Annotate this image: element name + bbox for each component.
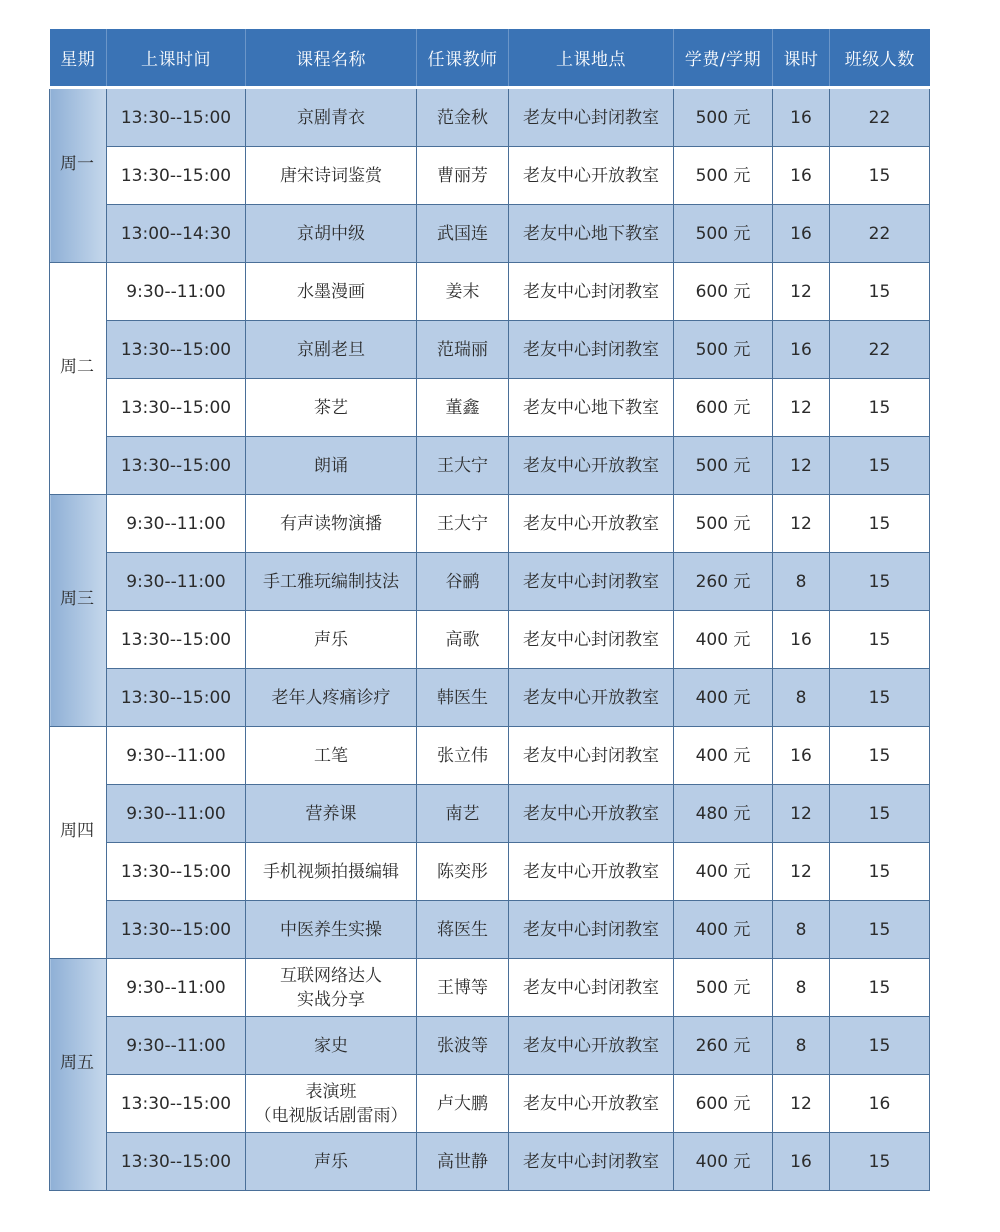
class-size-cell: 15 <box>830 553 930 611</box>
location-cell: 老友中心开放教室 <box>509 1075 674 1133</box>
table-row <box>50 669 930 727</box>
course-cell: 京剧老旦 <box>246 321 417 379</box>
table-row <box>50 959 930 1017</box>
teacher-cell: 韩医生 <box>417 669 509 727</box>
location-cell: 老友中心开放教室 <box>509 147 674 205</box>
fee-cell: 500 元 <box>674 321 773 379</box>
time-cell: 13:30--15:00 <box>107 88 246 147</box>
location-cell: 老友中心封闭教室 <box>509 553 674 611</box>
fee-cell: 260 元 <box>674 1017 773 1075</box>
time-cell: 9:30--11:00 <box>107 959 246 1017</box>
table-row <box>50 205 930 263</box>
course-cell-line: （电视版话剧雷雨） <box>254 1105 408 1126</box>
table-row <box>50 785 930 843</box>
class-size-cell: 22 <box>830 205 930 263</box>
time-cell: 13:30--15:00 <box>107 1075 246 1133</box>
hours-cell: 16 <box>773 88 830 147</box>
day-label: 周一 <box>60 153 94 174</box>
time-cell: 13:30--15:00 <box>107 901 246 959</box>
table-row <box>50 495 930 553</box>
time-cell: 13:30--15:00 <box>107 611 246 669</box>
class-size-cell: 15 <box>830 379 930 437</box>
course-cell-line: 表演班 <box>305 1081 357 1102</box>
location-cell: 老友中心地下教室 <box>509 379 674 437</box>
header-teacher: 任课教师 <box>417 29 509 88</box>
fee-cell: 600 元 <box>674 379 773 437</box>
header-time: 上课时间 <box>107 29 246 88</box>
hours-cell: 12 <box>773 785 830 843</box>
teacher-cell: 范瑞丽 <box>417 321 509 379</box>
location-cell: 老友中心开放教室 <box>509 495 674 553</box>
table-row <box>50 553 930 611</box>
table-row <box>50 1075 930 1133</box>
location-cell: 老友中心地下教室 <box>509 205 674 263</box>
header-course: 课程名称 <box>246 29 417 88</box>
teacher-cell: 南艺 <box>417 785 509 843</box>
hours-cell: 12 <box>773 1075 830 1133</box>
class-size-cell: 22 <box>830 321 930 379</box>
table-row <box>50 1133 930 1191</box>
fee-cell: 260 元 <box>674 553 773 611</box>
fee-cell: 600 元 <box>674 1075 773 1133</box>
time-cell: 9:30--11:00 <box>107 727 246 785</box>
hours-cell: 8 <box>773 1017 830 1075</box>
fee-cell: 400 元 <box>674 901 773 959</box>
class-size-cell: 16 <box>830 1075 930 1133</box>
fee-cell: 400 元 <box>674 1133 773 1191</box>
location-cell: 老友中心封闭教室 <box>509 88 674 147</box>
table-row <box>50 437 930 495</box>
class-size-cell: 15 <box>830 437 930 495</box>
class-size-cell: 15 <box>830 147 930 205</box>
class-size-cell: 15 <box>830 495 930 553</box>
hours-cell: 16 <box>773 611 830 669</box>
course-cell: 茶艺 <box>246 379 417 437</box>
course-cell: 营养课 <box>246 785 417 843</box>
table-row <box>50 611 930 669</box>
header-day: 星期 <box>50 29 107 88</box>
day-cell <box>50 495 107 727</box>
hours-cell: 16 <box>773 147 830 205</box>
course-cell <box>246 959 417 1017</box>
hours-cell: 12 <box>773 495 830 553</box>
day-cell <box>50 88 107 263</box>
header-class-size: 班级人数 <box>830 29 930 88</box>
course-cell: 唐宋诗词鉴赏 <box>246 147 417 205</box>
teacher-cell: 王博等 <box>417 959 509 1017</box>
time-cell: 9:30--11:00 <box>107 263 246 321</box>
fee-cell: 500 元 <box>674 205 773 263</box>
hours-cell: 12 <box>773 437 830 495</box>
day-cell <box>50 263 107 495</box>
teacher-cell: 陈奕彤 <box>417 843 509 901</box>
day-cell <box>50 959 107 1191</box>
location-cell: 老友中心开放教室 <box>509 843 674 901</box>
header-location: 上课地点 <box>509 29 674 88</box>
teacher-cell: 蒋医生 <box>417 901 509 959</box>
course-cell: 有声读物演播 <box>246 495 417 553</box>
location-cell: 老友中心开放教室 <box>509 1017 674 1075</box>
teacher-cell: 谷鹂 <box>417 553 509 611</box>
location-cell: 老友中心封闭教室 <box>509 727 674 785</box>
teacher-cell: 曹丽芳 <box>417 147 509 205</box>
class-size-cell: 15 <box>830 263 930 321</box>
class-size-cell: 22 <box>830 88 930 147</box>
day-label: 周二 <box>60 356 94 377</box>
table-row <box>50 263 930 321</box>
fee-cell: 400 元 <box>674 669 773 727</box>
header-hours: 课时 <box>773 29 830 88</box>
table-row <box>50 1017 930 1075</box>
location-cell: 老友中心开放教室 <box>509 785 674 843</box>
fee-cell: 400 元 <box>674 611 773 669</box>
table-row <box>50 901 930 959</box>
time-cell: 13:30--15:00 <box>107 379 246 437</box>
time-cell: 13:00--14:30 <box>107 205 246 263</box>
table-row <box>50 843 930 901</box>
time-cell: 13:30--15:00 <box>107 843 246 901</box>
hours-cell: 8 <box>773 959 830 1017</box>
course-schedule-table <box>49 29 930 1191</box>
fee-cell: 480 元 <box>674 785 773 843</box>
time-cell: 13:30--15:00 <box>107 1133 246 1191</box>
class-size-cell: 15 <box>830 727 930 785</box>
location-cell: 老友中心封闭教室 <box>509 263 674 321</box>
fee-cell: 500 元 <box>674 495 773 553</box>
class-size-cell: 15 <box>830 959 930 1017</box>
fee-cell: 400 元 <box>674 843 773 901</box>
fee-cell: 500 元 <box>674 147 773 205</box>
fee-cell: 500 元 <box>674 959 773 1017</box>
teacher-cell: 高世静 <box>417 1133 509 1191</box>
teacher-cell: 张波等 <box>417 1017 509 1075</box>
time-cell: 9:30--11:00 <box>107 1017 246 1075</box>
day-label: 周三 <box>60 588 94 609</box>
class-size-cell: 15 <box>830 901 930 959</box>
table-row <box>50 147 930 205</box>
hours-cell: 16 <box>773 205 830 263</box>
fee-cell: 500 元 <box>674 88 773 147</box>
location-cell: 老友中心封闭教室 <box>509 959 674 1017</box>
day-label: 周四 <box>60 820 94 841</box>
time-cell: 13:30--15:00 <box>107 321 246 379</box>
course-cell: 京胡中级 <box>246 205 417 263</box>
course-cell: 工笔 <box>246 727 417 785</box>
location-cell: 老友中心开放教室 <box>509 669 674 727</box>
hours-cell: 16 <box>773 1133 830 1191</box>
hours-cell: 8 <box>773 669 830 727</box>
course-cell-line: 互联网络达人 <box>280 965 382 986</box>
teacher-cell: 范金秋 <box>417 88 509 147</box>
class-size-cell: 15 <box>830 669 930 727</box>
time-cell: 13:30--15:00 <box>107 437 246 495</box>
teacher-cell: 董鑫 <box>417 379 509 437</box>
hours-cell: 8 <box>773 553 830 611</box>
hours-cell: 16 <box>773 321 830 379</box>
course-cell: 家史 <box>246 1017 417 1075</box>
day-cell <box>50 727 107 959</box>
hours-cell: 8 <box>773 901 830 959</box>
location-cell: 老友中心封闭教室 <box>509 901 674 959</box>
course-cell: 水墨漫画 <box>246 263 417 321</box>
table-header-row <box>50 29 930 88</box>
time-cell: 13:30--15:00 <box>107 669 246 727</box>
teacher-cell: 王大宁 <box>417 437 509 495</box>
fee-cell: 400 元 <box>674 727 773 785</box>
class-size-cell: 15 <box>830 785 930 843</box>
table-row <box>50 727 930 785</box>
time-cell: 9:30--11:00 <box>107 785 246 843</box>
table-row <box>50 321 930 379</box>
day-label: 周五 <box>60 1052 94 1073</box>
teacher-cell: 武国连 <box>417 205 509 263</box>
teacher-cell: 卢大鹏 <box>417 1075 509 1133</box>
location-cell: 老友中心封闭教室 <box>509 321 674 379</box>
course-cell: 手工雅玩编制技法 <box>246 553 417 611</box>
course-cell: 声乐 <box>246 1133 417 1191</box>
table-body <box>50 88 930 1191</box>
hours-cell: 12 <box>773 379 830 437</box>
teacher-cell: 王大宁 <box>417 495 509 553</box>
time-cell: 13:30--15:00 <box>107 147 246 205</box>
course-cell: 声乐 <box>246 611 417 669</box>
course-cell: 京剧青衣 <box>246 88 417 147</box>
course-cell: 中医养生实操 <box>246 901 417 959</box>
table-row <box>50 379 930 437</box>
location-cell: 老友中心封闭教室 <box>509 611 674 669</box>
hours-cell: 12 <box>773 843 830 901</box>
course-cell-line: 实战分享 <box>297 989 365 1010</box>
course-cell: 手机视频拍摄编辑 <box>246 843 417 901</box>
course-cell: 朗诵 <box>246 437 417 495</box>
teacher-cell: 高歌 <box>417 611 509 669</box>
fee-cell: 600 元 <box>674 263 773 321</box>
time-cell: 9:30--11:00 <box>107 495 246 553</box>
hours-cell: 16 <box>773 727 830 785</box>
header-fee: 学费/学期 <box>674 29 773 88</box>
hours-cell: 12 <box>773 263 830 321</box>
class-size-cell: 15 <box>830 611 930 669</box>
time-cell: 9:30--11:00 <box>107 553 246 611</box>
location-cell: 老友中心封闭教室 <box>509 1133 674 1191</box>
teacher-cell: 姜末 <box>417 263 509 321</box>
class-size-cell: 15 <box>830 1133 930 1191</box>
class-size-cell: 15 <box>830 843 930 901</box>
fee-cell: 500 元 <box>674 437 773 495</box>
teacher-cell: 张立伟 <box>417 727 509 785</box>
location-cell: 老友中心开放教室 <box>509 437 674 495</box>
course-cell: 老年人疼痛诊疗 <box>246 669 417 727</box>
class-size-cell: 15 <box>830 1017 930 1075</box>
table-row <box>50 88 930 147</box>
course-cell <box>246 1075 417 1133</box>
